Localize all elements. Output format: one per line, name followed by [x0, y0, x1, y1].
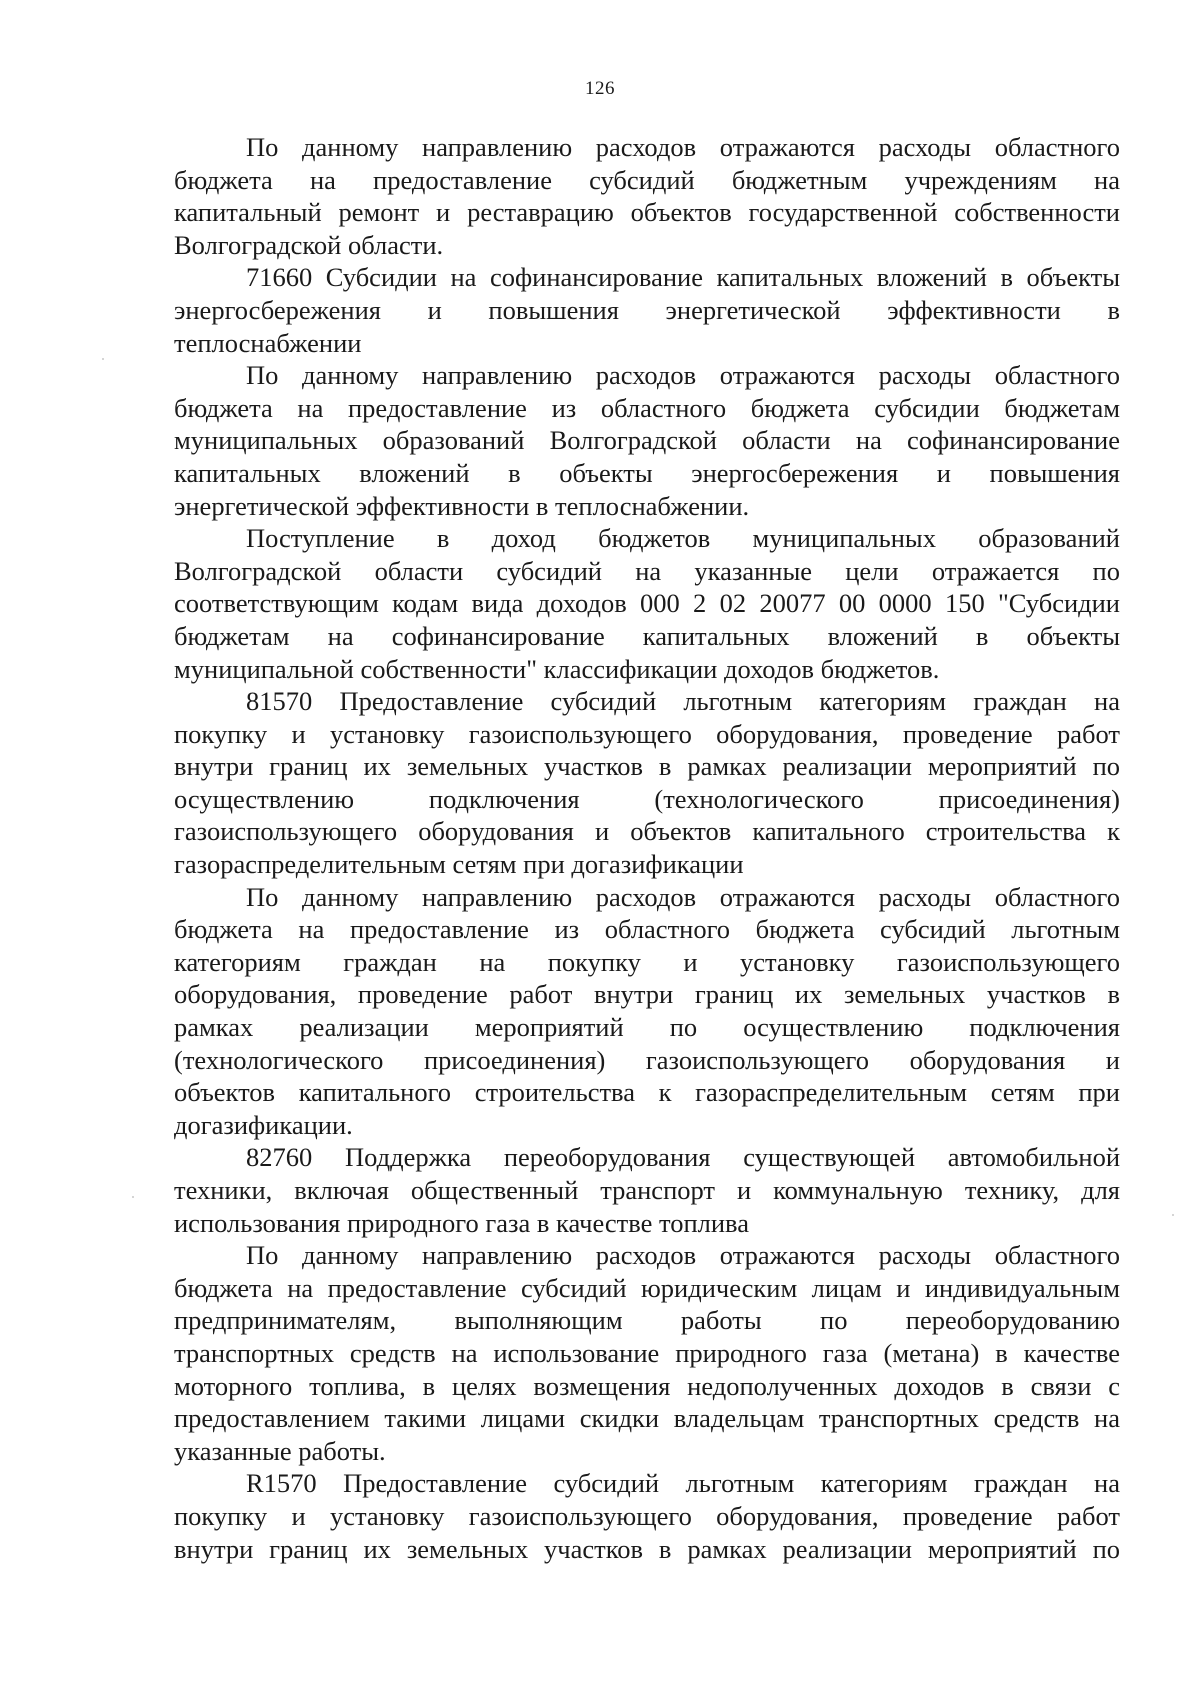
text-line: капитальный ремонт и реставрацию объектов государственной собственности: [174, 197, 1120, 228]
text-line: предпринимателям, выполняющим работы по переоборудованию: [174, 1305, 1120, 1336]
text-line: По данному направлению расходов отражаются расходы областного: [246, 1240, 1120, 1271]
text-line: 71660 Субсидии на софинансирование капитальных вложений в объекты: [246, 262, 1120, 293]
text-line: Волгоградской области субсидий на указанные цели отражается по: [174, 555, 1120, 586]
text-line: капитальных вложений в объекты энергосбережения и повышения: [174, 457, 1120, 488]
text-line: категориям граждан на покупку и установку газоиспользующего: [174, 946, 1120, 977]
text-line: объектов капитального строительства к газораспределительным сетям при: [174, 1077, 1120, 1108]
text-line: рамках реализации мероприятий по осуществлению подключения: [174, 1012, 1120, 1043]
text-line: По данному направлению расходов отражаются расходы областного: [246, 132, 1120, 162]
text-line: бюджетам на софинансирование капитальных вложений в объекты: [174, 620, 1120, 651]
text-line: транспортных средств на использование природного газа (метана) в качестве: [174, 1337, 1120, 1368]
text-line: догазификации.: [174, 1109, 353, 1140]
text-line: моторного топлива, в целях возмещения недополученных доходов в связи с: [174, 1370, 1120, 1401]
text-line: 82760 Поддержка переоборудования существующей автомобильной: [246, 1142, 1120, 1173]
text-line: муниципальной собственности" классификации доходов бюджетов.: [174, 653, 940, 684]
scan-speck: [132, 1196, 134, 1198]
text-line: (технологического присоединения) газоиспользующего оборудования и: [174, 1044, 1120, 1075]
text-line: предоставлением такими лицами скидки владельцам транспортных средств на: [174, 1403, 1120, 1434]
text-line: внутри границ их земельных участков в рамках реализации мероприятий по: [174, 751, 1120, 782]
text-line: бюджета на предоставление субсидий бюджетным учреждениям на: [174, 164, 1120, 195]
text-line: муниципальных образований Волгоградской области на софинансирование: [174, 425, 1120, 456]
text-line: бюджета на предоставление субсидий юридическим лицам и индивидуальным: [174, 1272, 1120, 1303]
text-line: По данному направлению расходов отражаются расходы областного: [246, 881, 1120, 912]
body-text: [174, 131, 1120, 1565]
text-line: указанные работы.: [174, 1435, 386, 1466]
text-line: внутри границ их земельных участков в рамках реализации мероприятий по: [174, 1533, 1120, 1564]
scan-speck: [1172, 1214, 1174, 1216]
text-line: бюджета на предоставление из областного бюджета субсидий льготным: [174, 914, 1120, 945]
text-line: соответствующим кодам вида доходов 000 2 02 20077 00 0000 150 "Субсидии: [174, 588, 1120, 619]
text-line: энергетической эффективности в теплоснабжении.: [174, 490, 750, 521]
scan-speck: [102, 358, 104, 360]
text-line: покупку и установку газоиспользующего оборудования, проведение работ: [174, 718, 1120, 749]
page-number: 126: [585, 78, 615, 99]
text-line: Волгоградской области.: [174, 229, 444, 260]
text-line: покупку и установку газоиспользующего оборудования, проведение работ: [174, 1500, 1120, 1531]
text-line: Поступление в доход бюджетов муниципальных образований: [246, 523, 1120, 554]
text-line: оборудования, проведение работ внутри границ их земельных участков в: [174, 979, 1120, 1010]
text-line: газораспределительным сетям при догазификации: [174, 849, 744, 880]
text-line: энергосбережения и повышения энергетической эффективности в: [174, 294, 1120, 325]
text-line: осуществлению подключения (технологического присоединения): [174, 783, 1120, 814]
text-line: газоиспользующего оборудования и объектов капитального строительства к: [174, 816, 1120, 847]
text-line: использования природного газа в качестве топлива: [174, 1207, 749, 1238]
text-line: 81570 Предоставление субсидий льготным категориям граждан на: [246, 686, 1120, 717]
text-line: По данному направлению расходов отражаются расходы областного: [246, 360, 1120, 391]
text-line: техники, включая общественный транспорт и коммунальную технику, для: [174, 1175, 1120, 1205]
text-line: бюджета на предоставление из областного бюджета субсидии бюджетам: [174, 392, 1120, 423]
text-line: теплоснабжении: [174, 327, 362, 358]
text-line: R1570 Предоставление субсидий льготным категориям граждан на: [246, 1468, 1120, 1499]
